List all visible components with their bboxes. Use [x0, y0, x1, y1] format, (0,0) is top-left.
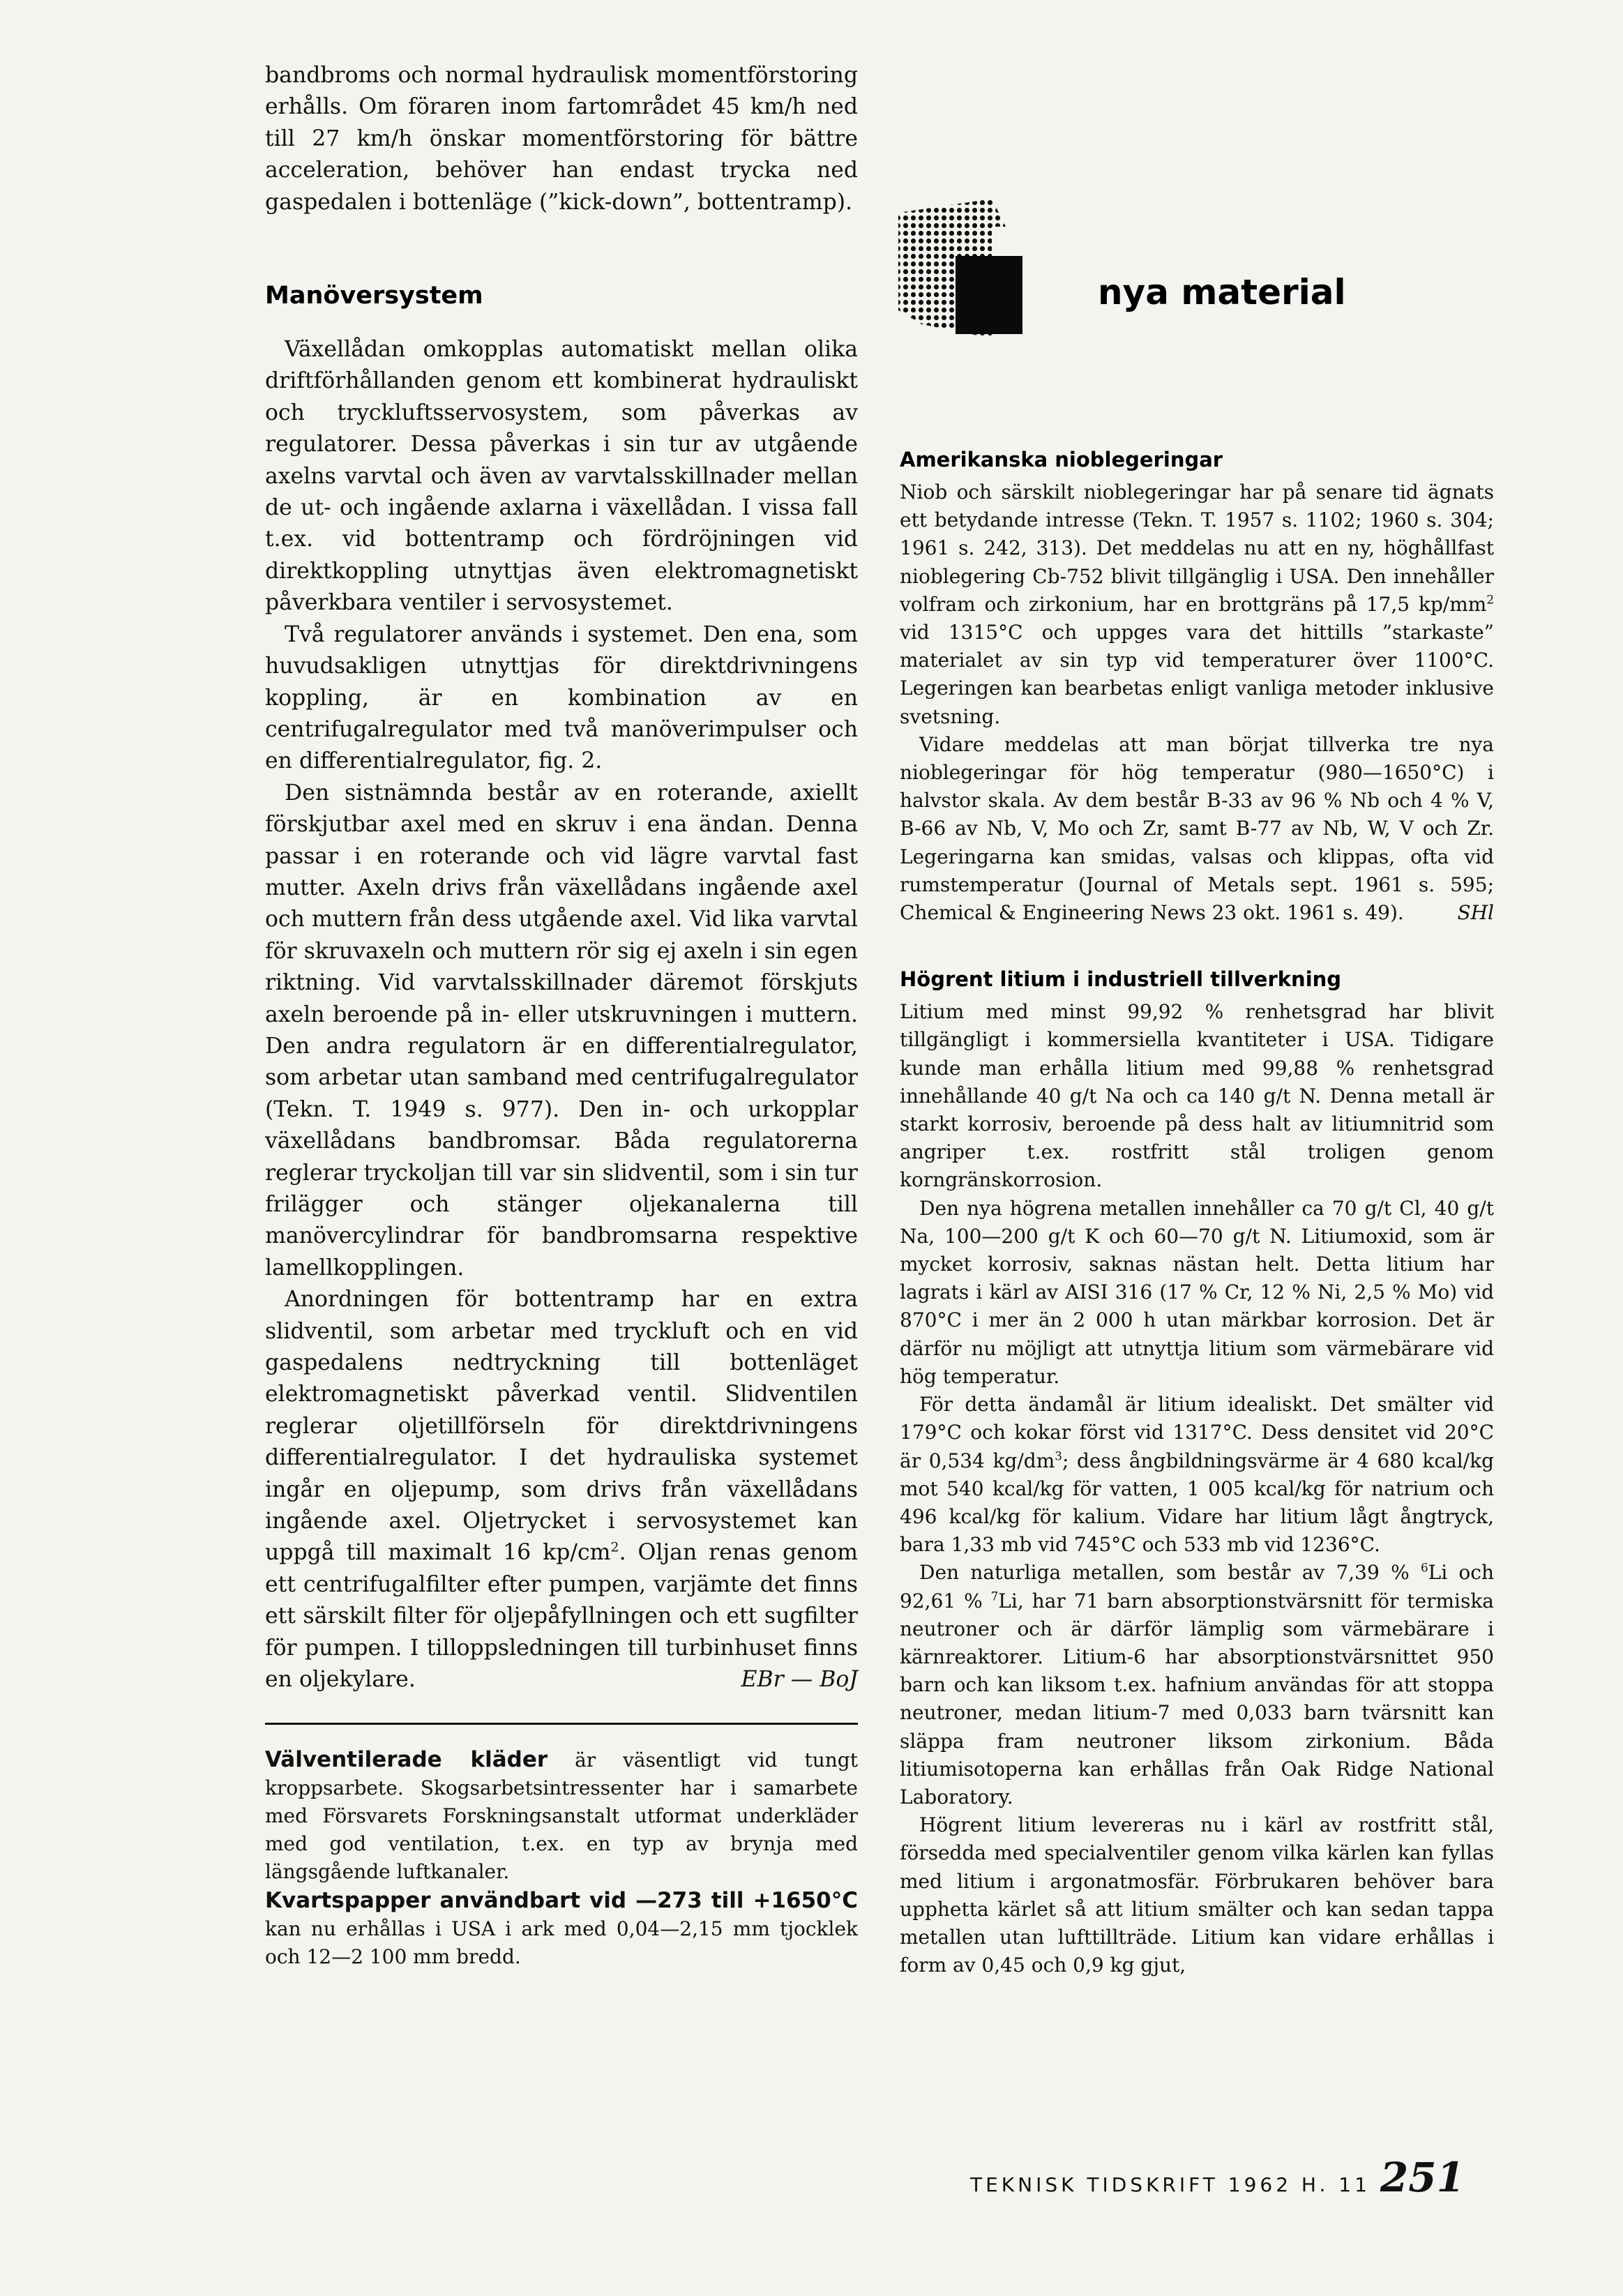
- superscript: 7: [990, 1589, 999, 1603]
- paragraph-4: [265, 1284, 858, 1695]
- litium-paragraph-3: [900, 1391, 1494, 1559]
- niob-text-c: Vidare meddelas att man börjat tillverka tre nya nioblegeringar för hög temperatur (980—1650°C) i halvstor skala. Av dem består B-33 av 96 % Nb och 4 % V, B-66 av Nb, V, Mo och Zr, samt B-77 av Nb, W, V och Zr. Legeringarna kan smidas, valsas och klippas, ofta vid rumstemperatur (Journal of Metals sept. 1961 s. 595; Chemical & Engineering News 23 okt. 1961 s. 49).: [900, 732, 1494, 925]
- litium-paragraph-1: Litium med minst 99,92 % renhetsgrad har blivit tillgängligt i kommersiella kvantiteter i USA. Tidigare kunde man erhålla litium med 99,88 % renhetsgrad innehållande 40 g/t Na och ca 140 g/t N. Denna metall är starkt korrosiv, beroende på dess halt av litiumnitrid som angriper t.ex. rostfritt stål troligen genom korngränskorrosion.: [900, 1000, 1494, 1192]
- paragraph-4-text-a: Anordningen för bottentramp har en extra slidventil, som arbetar med tryckluft och en vid gaspedalens nedtryckning till bottenläget elektromagnetiskt påverkad ventil. Slidventilen reglerar oljetillförseln för direktdrivningens differentialregulator. I det hydrauliska systemet ingår en oljepump, som drivs från växellådans ingående axel. Oljetrycket i servosystemet kan uppgå till maximalt 16 kp/cm: [265, 1287, 858, 1566]
- notice-quartz-paper: [265, 1887, 858, 1972]
- paragraph-2: Två regulatorer används i systemet. Den ena, som huvudsakligen utnyttjas för direktdrivningens koppling, är en kombination av en centrifugalregulator med två manöverimpulser och en differentialregulator, fig. 2.: [265, 621, 858, 774]
- paragraph-3: Den sistnämnda består av en roterande, axiellt förskjutbar axel med en skruv i ena ändan. Denna passar i en roterande och vid lägre varvtal fast mutter. Axeln drivs från växellådans ingående axel och muttern från dess utgående axel. Vid lika varvtal för skruvaxeln och muttern rör sig ej axeln i sin egen riktning. Vid varvtalsskillnader däremot förskjuts axeln beroende på in- eller utskruvningen i muttern. Den andra regulatorn är en differentialregulator, som arbetar utan samband med centrifugalregulator (Tekn. T. 1949 s. 977). Den in- och urkopplar växellådans bandbromsar. Båda regulatorerna reglerar tryckoljan till var sin slidventil, som i sin tur frilägger och stänger oljekanalerna till manövercylindrar för bandbromsarna respektive lamellkopplingen.: [265, 780, 858, 1281]
- superscript: 2: [1486, 592, 1494, 607]
- litium-text-e: Li, har 71 barn absorptionstvärsnitt för termiska neutroner och är därför lämplig som värmebärare i kärnreaktorer. Litium-6 har absorptionstvärsnittet 950 barn och kan liksom t.ex. hafnium användas för att stoppa neutroner, medan litium-7 med 0,033 barn tvärsnitt kan släppa fram neutroner liksom zirkonium. Båda litiumisotoperna kan erhållas från Oak Ridge National Laboratory.: [900, 1589, 1494, 1808]
- left-column: [265, 60, 858, 1971]
- paragraph-4-text-b: . Oljan renas genom ett centrifugalfilter efter pumpen, varjämte det finns ett särskilt filter för oljepåfyllningen och ett sugfilter för pumpen. I tilloppsledningen till turbinhuset finns en oljekylare.: [265, 1540, 858, 1693]
- section-heading-manoversystem: Manöversystem: [265, 282, 483, 310]
- page-number: 251: [1380, 2154, 1465, 2201]
- paragraph-1: Växellådan omkopplas automatiskt mellan olika driftförhållanden genom ett kombinerat hydrauliskt och tryckluftsservosystem, som påverkas av regulatorer. Dessa påverkas i sin tur av utgående axelns varvtal och även av varvtalsskillnader mellan de ut- och ingående axlarna i växellådan. I vissa fall t.ex. vid bottentramp och fördröjningen vid direktkoppling utnyttjas även elektromagnetiskt påverkbara ventiler i servosystemet.: [265, 337, 858, 616]
- notice-1-text: är väsentligt vid tungt kroppsarbete. Skogsarbetsintressenter har i samarbete med Försvarets Forskningsanstalt utformat underkläder med god ventilation, t.ex. en typ av brynja med längsgående luftkanaler.: [265, 1748, 858, 1884]
- notice-1-lead: Välventilerade kläder: [265, 1746, 548, 1772]
- journal-name: TEKNISK TIDSKRIFT 1962 H. 11: [969, 2173, 1371, 2196]
- niob-text-a: Niob och särskilt nioblegeringar har på senare tid ägnats ett betydande intresse (Tekn. T. 1957 s. 1102; 1960 s. 304; 1961 s. 242, 313). Det meddelas nu att en ny, höghållfast nioblegering Cb-752 blivit tillgänglig i USA. Den innehåller volfram och zirkonium, har en brottgräns på 17,5 kp/mm: [900, 481, 1494, 616]
- page-footer: [969, 2154, 1465, 2210]
- niob-paragraph-1: [900, 478, 1494, 731]
- superscript: 3: [1055, 1449, 1062, 1463]
- litium-text-a: För detta ändamål är litium idealiskt. Det smälter vid 179°C och kokar först vid 1317°C. Dess densitet vid 20°C är 0,534 kg/dm: [900, 1393, 1494, 1472]
- superscript: 2: [610, 1539, 619, 1555]
- litium-text-b: ; dess ångbildningsvärme är 4 680 kcal/kg mot 540 kcal/kg för vatten, 1 005 kcal/kg för natrium och 496 kcal/kg för kalium. Vidare har litium lågt ångtryck, bara 1,33 mb vid 745°C och 533 mb vid 1236°C.: [900, 1449, 1494, 1557]
- nya-material-logo: [894, 199, 1048, 345]
- dot-pattern-icon: [894, 199, 1048, 345]
- litium-text-d: Li och 92,61 %: [900, 1561, 1495, 1613]
- section-heading-niob: Amerikanska nioblegeringar: [900, 448, 1223, 471]
- litium-text-c: Den naturliga metallen, som består av 7,39 %: [919, 1561, 1421, 1585]
- notice-2-lead: Kvartspapper användbart vid —273 till +1650°C: [265, 1887, 858, 1913]
- niob-text-b: vid 1315°C och uppges vara det hittills ”starkaste” materialet av sin typ vid temperaturer över 1100°C. Legeringen kan bearbetas enligt vanliga metoder inklusive svetsning.: [900, 621, 1494, 728]
- section-heading-litium: Högrent litium i industriell tillverkning: [900, 967, 1342, 992]
- author-signature-shl: SHl: [1457, 901, 1494, 925]
- right-column: [900, 446, 1494, 1979]
- notice-2-text: kan nu erhållas i USA i ark med 0,04—2,15 mm tjocklek och 12—2 100 mm bredd.: [265, 1917, 858, 1968]
- litium-paragraph-5: Högrent litium levereras nu i kärl av rostfritt stål, försedda med specialventiler genom vilka kärlen kan fyllas med litium i argonatmosfär. Förbrukaren behöver bara upphetta kärlet så att litium smälter och kan sedan tappa metallen utan lufttillträde. Litium kan vidare erhållas i form av 0,45 och 0,9 kg gjut,: [900, 1813, 1494, 1977]
- niob-paragraph-2: [900, 731, 1494, 927]
- litium-paragraph-4: [900, 1559, 1494, 1811]
- section-divider: [265, 1723, 858, 1725]
- superscript: 6: [1420, 1560, 1428, 1575]
- notice-ventilated-clothing: [265, 1746, 858, 1887]
- author-signature: EBr — BoJ: [741, 1667, 858, 1693]
- litium-paragraph-2: Den nya högrena metallen innehåller ca 70 g/t Cl, 40 g/t Na, 100—200 g/t K och 60—70 g/t N. Litiumoxid, som är mycket korrosiv, saknas nästan helt. Detta litium har lagrats i kärl av AISI 316 (17 % Cr, 12 % Ni, 2,5 % Mo) vid 870°C i mer än 2 000 h utan märkbar korrosion. Det är därför nu möjligt att utnyttja litium som värmebärare vid hög temperatur.: [900, 1196, 1494, 1388]
- logo-title: nya material: [1098, 272, 1346, 312]
- intro-paragraph: bandbroms och normal hydraulisk momentförstoring erhålls. Om föraren inom fartområdet 45 km/h ned till 27 km/h önskar momentförstoring för bättre acceleration, behöver han endast trycka ned gaspedalen i bottenläge (”kick-down”, bottentramp).: [265, 63, 858, 215]
